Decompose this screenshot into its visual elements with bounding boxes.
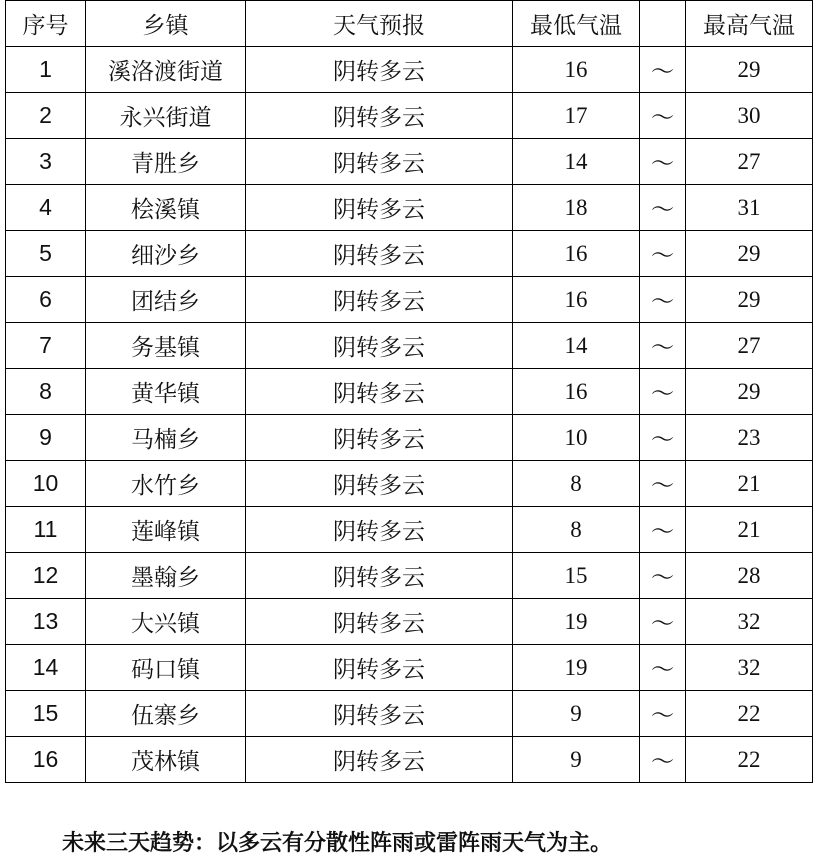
row-town: 茂林镇 [86,737,246,783]
row-forecast: 阴转多云 [246,737,513,783]
row-low-temp: 16 [513,47,640,93]
row-low-temp: 18 [513,185,640,231]
row-forecast: 阴转多云 [246,691,513,737]
row-high-temp: 31 [686,185,813,231]
row-separator: ～ [640,507,686,553]
row-town: 青胜乡 [86,139,246,185]
row-index: 5 [6,231,86,277]
row-high-temp: 32 [686,599,813,645]
row-town: 溪洛渡街道 [86,47,246,93]
row-high-temp: 28 [686,553,813,599]
row-forecast: 阴转多云 [246,415,513,461]
row-separator: ～ [640,231,686,277]
row-separator: ～ [640,369,686,415]
row-separator: ～ [640,415,686,461]
row-index: 10 [6,461,86,507]
row-forecast: 阴转多云 [246,553,513,599]
row-town: 墨翰乡 [86,553,246,599]
table-row [6,553,813,599]
row-index: 11 [6,507,86,553]
row-index: 14 [6,645,86,691]
table-row [6,461,813,507]
row-town: 码口镇 [86,645,246,691]
row-separator: ～ [640,47,686,93]
row-separator: ～ [640,461,686,507]
header-row [6,1,813,47]
row-town: 细沙乡 [86,231,246,277]
row-forecast: 阴转多云 [246,323,513,369]
row-separator: ～ [640,599,686,645]
row-town: 桧溪镇 [86,185,246,231]
row-high-temp: 29 [686,277,813,323]
row-low-temp: 16 [513,231,640,277]
row-low-temp: 16 [513,369,640,415]
row-high-temp: 30 [686,93,813,139]
table-row [6,277,813,323]
row-low-temp: 8 [513,461,640,507]
header-low: 最低气温 [513,1,640,47]
row-town: 大兴镇 [86,599,246,645]
row-index: 2 [6,93,86,139]
row-separator: ～ [640,139,686,185]
table-row [6,93,813,139]
table-row [6,645,813,691]
header-index: 序号 [6,1,86,47]
row-index: 4 [6,185,86,231]
row-town: 马楠乡 [86,415,246,461]
table-row [6,415,813,461]
table-row [6,47,813,93]
table-row [6,139,813,185]
table-row [6,231,813,277]
table-row [6,369,813,415]
row-forecast: 阴转多云 [246,93,513,139]
row-town: 伍寨乡 [86,691,246,737]
row-town: 务基镇 [86,323,246,369]
row-town: 黄华镇 [86,369,246,415]
row-forecast: 阴转多云 [246,277,513,323]
row-low-temp: 19 [513,645,640,691]
row-separator: ～ [640,553,686,599]
row-high-temp: 27 [686,139,813,185]
row-index: 16 [6,737,86,783]
row-separator: ～ [640,691,686,737]
header-town: 乡镇 [86,1,246,47]
row-index: 6 [6,277,86,323]
table-row [6,599,813,645]
row-forecast: 阴转多云 [246,461,513,507]
row-low-temp: 17 [513,93,640,139]
row-town: 水竹乡 [86,461,246,507]
row-low-temp: 15 [513,553,640,599]
row-separator: ～ [640,93,686,139]
header-high: 最高气温 [686,1,813,47]
row-separator: ～ [640,737,686,783]
row-high-temp: 21 [686,461,813,507]
row-town: 团结乡 [86,277,246,323]
row-low-temp: 8 [513,507,640,553]
table-row [6,507,813,553]
row-forecast: 阴转多云 [246,231,513,277]
trend-note: 未来三天趋势：以多云有分散性阵雨或雷阵雨天气为主。 [62,830,613,856]
row-forecast: 阴转多云 [246,599,513,645]
row-index: 8 [6,369,86,415]
row-index: 3 [6,139,86,185]
table-row [6,185,813,231]
row-town: 永兴街道 [86,93,246,139]
row-high-temp: 21 [686,507,813,553]
row-high-temp: 29 [686,47,813,93]
table-row [6,737,813,783]
row-forecast: 阴转多云 [246,369,513,415]
row-separator: ～ [640,323,686,369]
row-forecast: 阴转多云 [246,645,513,691]
row-town: 莲峰镇 [86,507,246,553]
row-forecast: 阴转多云 [246,139,513,185]
row-low-temp: 16 [513,277,640,323]
row-low-temp: 10 [513,415,640,461]
row-high-temp: 22 [686,691,813,737]
header-separator [640,1,686,47]
row-low-temp: 14 [513,323,640,369]
row-high-temp: 32 [686,645,813,691]
table-row [6,691,813,737]
row-index: 12 [6,553,86,599]
header-forecast: 天气预报 [246,1,513,47]
row-high-temp: 29 [686,369,813,415]
row-separator: ～ [640,277,686,323]
row-index: 7 [6,323,86,369]
row-low-temp: 14 [513,139,640,185]
row-separator: ～ [640,645,686,691]
row-low-temp: 19 [513,599,640,645]
row-high-temp: 29 [686,231,813,277]
row-index: 1 [6,47,86,93]
row-index: 15 [6,691,86,737]
table-row [6,323,813,369]
row-separator: ～ [640,185,686,231]
table-body [6,47,813,783]
row-low-temp: 9 [513,691,640,737]
row-index: 9 [6,415,86,461]
row-high-temp: 23 [686,415,813,461]
row-high-temp: 22 [686,737,813,783]
row-index: 13 [6,599,86,645]
forecast-table [5,0,813,783]
row-forecast: 阴转多云 [246,507,513,553]
row-high-temp: 27 [686,323,813,369]
row-forecast: 阴转多云 [246,185,513,231]
row-forecast: 阴转多云 [246,47,513,93]
row-low-temp: 9 [513,737,640,783]
